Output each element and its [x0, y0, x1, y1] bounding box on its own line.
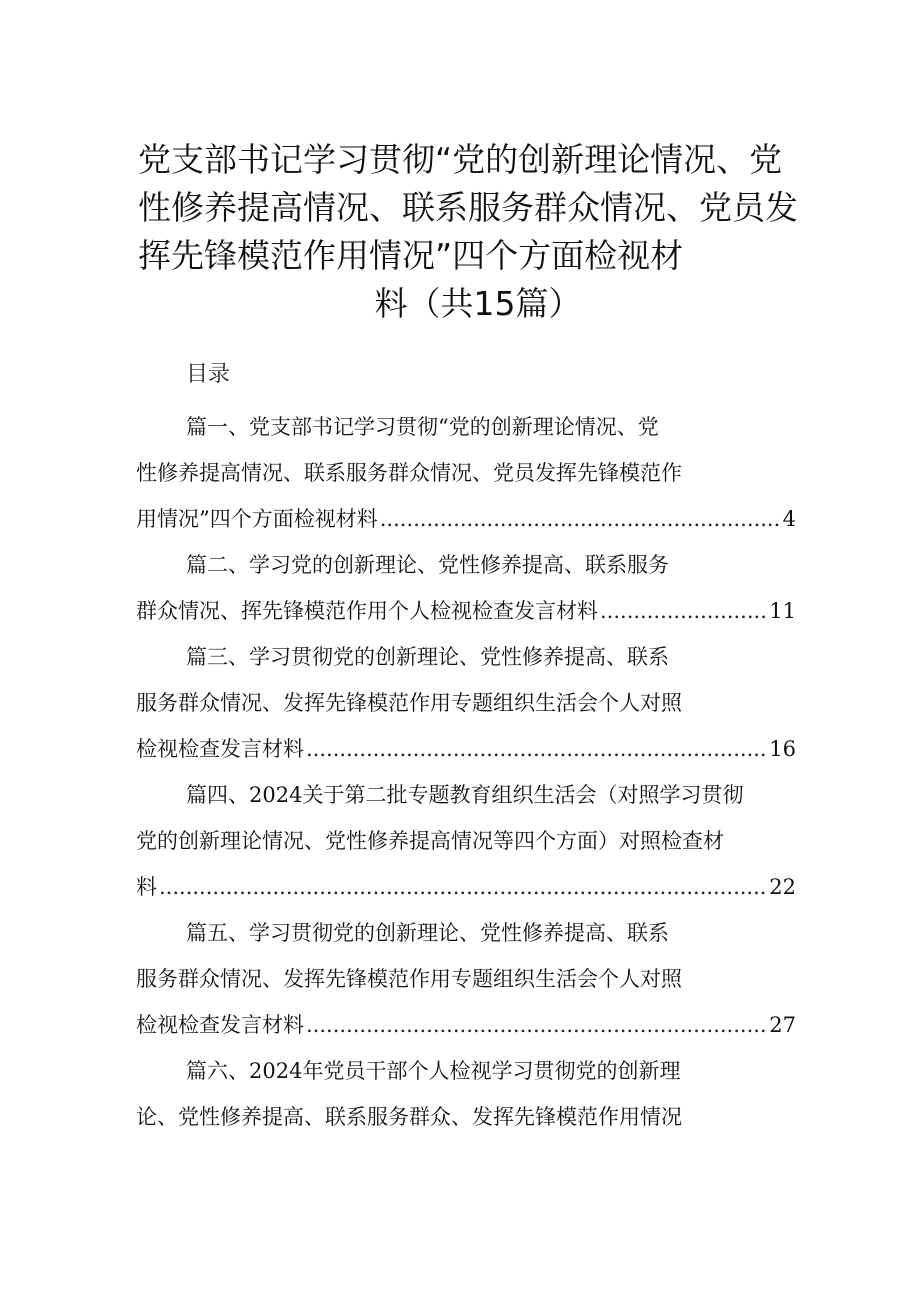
toc-entry-line: 性修养提高情况、联系服务群众情况、党员发挥先锋模范作 [136, 461, 682, 485]
toc-page-number: 27 [769, 1013, 796, 1037]
title-line: 挥先锋模范作用情况”四个方面检视材 [138, 236, 684, 275]
toc-entry-line: 篇四、2024关于第二批专题教育组织生活会（对照学习贯彻 [186, 783, 744, 807]
toc-entry-last-line [136, 496, 796, 542]
toc-entry-line: 篇三、学习贯彻党的创新理论、党性修养提高、联系 [186, 645, 669, 669]
toc-entry-line: 论、党性修养提高、联系服务群众、发挥先锋模范作用情况 [136, 1105, 682, 1129]
toc-entry-line: 料 [136, 875, 157, 899]
document-title [138, 136, 798, 328]
toc-entry-last-line [136, 726, 796, 772]
toc-page-number: 16 [769, 737, 796, 761]
dot-leader [600, 588, 767, 634]
toc-entry[interactable] [136, 634, 796, 772]
title-line: 党支部书记学习贯彻“党的创新理论情况、党 [138, 140, 783, 179]
toc-page-number: 11 [769, 599, 796, 623]
toc-entry-line: 篇二、学习党的创新理论、党性修养提高、联系服务 [186, 553, 669, 577]
toc-entry-line: 用情况”四个方面检视材料 [136, 507, 378, 531]
toc-entry-line: 篇一、党支部书记学习贯彻“党的创新理论情况、党 [186, 415, 659, 439]
title-line: 料（共15篇） [374, 284, 582, 323]
toc-entry-last-line [136, 588, 796, 634]
toc-entry-line: 篇六、2024年党员干部个人检视学习贯彻党的创新理 [186, 1059, 681, 1083]
toc-entry[interactable] [136, 1048, 796, 1140]
title-line: 性修养提高情况、联系服务群众情况、党员发 [138, 188, 798, 227]
toc-entry-last-line [136, 864, 796, 910]
toc-entry-last-line [136, 1002, 796, 1048]
toc-entry-line: 服务群众情况、发挥先锋模范作用专题组织生活会个人对照 [136, 691, 682, 715]
toc-entry[interactable] [136, 772, 796, 910]
toc-entry-line: 服务群众情况、发挥先锋模范作用专题组织生活会个人对照 [136, 967, 682, 991]
dot-leader [306, 726, 767, 772]
toc-entry[interactable] [136, 542, 796, 634]
toc-entry-line: 检视检查发言材料 [136, 1013, 304, 1037]
table-of-contents [136, 404, 796, 1140]
dot-leader [380, 496, 781, 542]
toc-entry-line: 篇五、学习贯彻党的创新理论、党性修养提高、联系 [186, 921, 669, 945]
dot-leader [306, 1002, 767, 1048]
toc-page-number: 4 [782, 507, 796, 531]
toc-entry[interactable] [136, 404, 796, 542]
dot-leader [159, 864, 767, 910]
toc-label: 目录 [186, 362, 231, 387]
toc-entry-line: 党的创新理论情况、党性修养提高情况等四个方面）对照检查材 [136, 829, 724, 853]
toc-entry[interactable] [136, 910, 796, 1048]
toc-page-number: 22 [769, 875, 796, 899]
toc-entry-line: 检视检查发言材料 [136, 737, 304, 761]
toc-entry-line: 群众情况、挥先锋模范作用个人检视检查发言材料 [136, 599, 598, 623]
